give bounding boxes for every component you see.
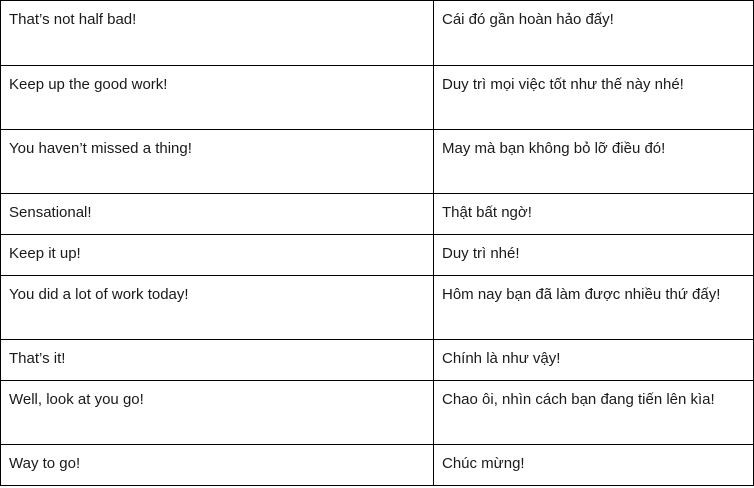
english-phrase-cell: That’s it! [1,340,434,381]
table-row [1,235,754,276]
vietnamese-translation-cell: Duy trì nhé! [434,235,754,276]
table-row [1,194,754,235]
vietnamese-translation-cell: Chính là như vậy! [434,340,754,381]
table-row [1,381,754,445]
vietnamese-translation-cell: Chúc mừng! [434,445,754,486]
vietnamese-translation-cell: Chao ôi, nhìn cách bạn đang tiến lên kìa! [434,381,754,445]
english-phrase-cell: Sensational! [1,194,434,235]
vietnamese-translation-cell: Thật bất ngờ! [434,194,754,235]
table-row [1,66,754,130]
vietnamese-translation-cell: May mà bạn không bỏ lỡ điều đó! [434,130,754,194]
english-phrase-cell: You haven’t missed a thing! [1,130,434,194]
table-row [1,340,754,381]
english-phrase-cell: Way to go! [1,445,434,486]
table-row [1,276,754,340]
vietnamese-translation-cell: Hôm nay bạn đã làm được nhiều thứ đấy! [434,276,754,340]
table-row [1,130,754,194]
english-phrase-cell: Keep it up! [1,235,434,276]
vietnamese-translation-cell: Duy trì mọi việc tốt như thế này nhé! [434,66,754,130]
table-row [1,1,754,66]
english-phrase-cell: That’s not half bad! [1,1,434,66]
vietnamese-translation-cell: Cái đó gần hoàn hảo đấy! [434,1,754,66]
english-phrase-cell: Keep up the good work! [1,66,434,130]
english-phrase-cell: You did a lot of work today! [1,276,434,340]
table-row [1,445,754,486]
english-phrase-cell: Well, look at you go! [1,381,434,445]
